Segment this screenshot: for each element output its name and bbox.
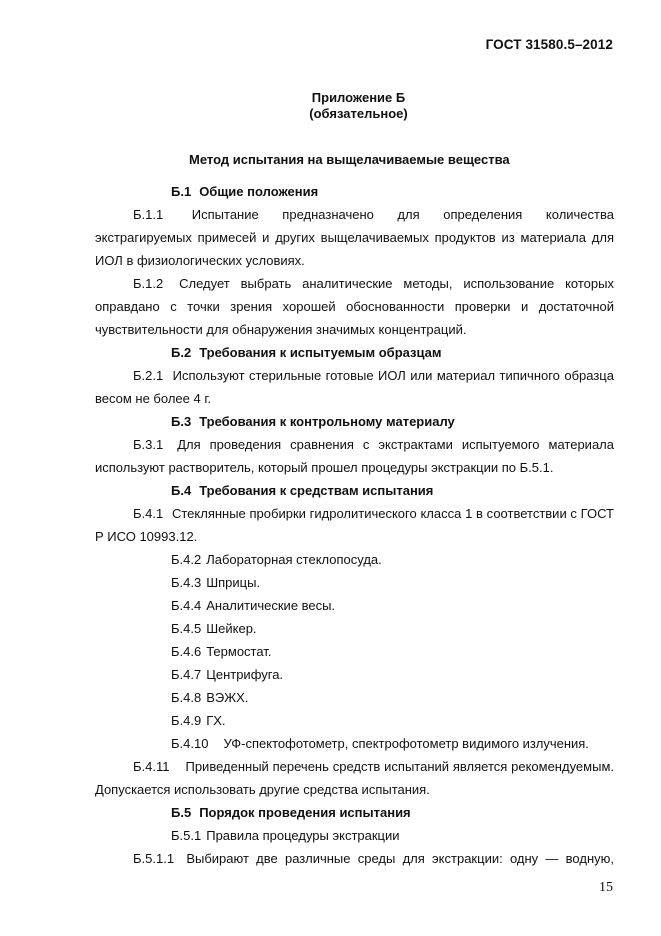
section-heading-b2: Б.2 Требования к испытуемым образцам: [171, 345, 442, 360]
paragraph-b3-1: Б.3.1 Для проведения сравнения с экстрактами испытуемого материала используют растворитель, который прошел процедуры экстракции по Б.5.1.: [95, 437, 614, 475]
list-item-b4-10: Б.4.10 УФ-спектофотометр, спектрофотометр видимого излучения.: [171, 736, 589, 751]
list-item-b4-5: Б.4.5 Шейкер.: [171, 621, 257, 636]
paragraph-b1-2: Б.1.2 Следует выбрать аналитические методы, использование которых оправдано с точки зрения хорошей обоснованности проверки и достаточной чувствительности для обнаружения значимых концентраций.: [95, 276, 614, 337]
page-number: 15: [599, 880, 613, 895]
paragraph-b1-1: Б.1.1 Испытание предназначено для определения количества экстрагируемых примесей и других выщелачиваемых продуктов из материала для ИОЛ в физиологических условиях.: [95, 207, 614, 268]
list-item-b4-8: Б.4.8 ВЭЖХ.: [171, 690, 249, 705]
section-heading-b3: Б.3 Требования к контрольному материалу: [171, 414, 455, 429]
list-item-b4-3: Б.4.3 Шприцы.: [171, 575, 261, 590]
list-item-b4-7: Б.4.7 Центрифуга.: [171, 667, 284, 682]
document-header: ГОСТ 31580.5–2012: [485, 37, 613, 52]
list-item-b4-2: Б.4.2 Лабораторная стеклопосуда.: [171, 552, 382, 567]
paragraph-b2-1: Б.2.1 Используют стерильные готовые ИОЛ или материал типичного образца весом не более 4 г.: [95, 368, 614, 406]
list-item-b4-9: Б.4.9 ГХ.: [171, 713, 226, 728]
method-title: Метод испытания на выщелачиваемые вещества: [189, 152, 510, 167]
section-heading-b4: Б.4 Требования к средствам испытания: [171, 483, 434, 498]
paragraph-b4-11: Б.4.11 Приведенный перечень средств испытаний является рекомендуемым. Допускается использовать другие средства испытания.: [95, 759, 614, 797]
paragraph-b4-1: Б.4.1 Стеклянные пробирки гидролитического класса 1 в соответствии с ГОСТ Р ИСО 10993.12.: [95, 506, 614, 544]
list-item-b4-4: Б.4.4 Аналитические весы.: [171, 598, 336, 613]
appendix-subtitle: (обязательное): [309, 106, 408, 121]
list-item-b4-6: Б.4.6 Термостат.: [171, 644, 272, 659]
section-heading-b1: Б.1 Общие положения: [171, 184, 319, 199]
document-body: [95, 180, 614, 870]
section-heading-b5: Б.5 Порядок проведения испытания: [171, 805, 411, 820]
list-item-b5-1: Б.5.1 Правила процедуры экстракции: [171, 828, 400, 843]
appendix-title: Приложение Б: [311, 90, 406, 105]
paragraph-b5-1-1: Б.5.1.1 Выбирают две различные среды для экстракции: одну — водную,: [133, 851, 614, 866]
